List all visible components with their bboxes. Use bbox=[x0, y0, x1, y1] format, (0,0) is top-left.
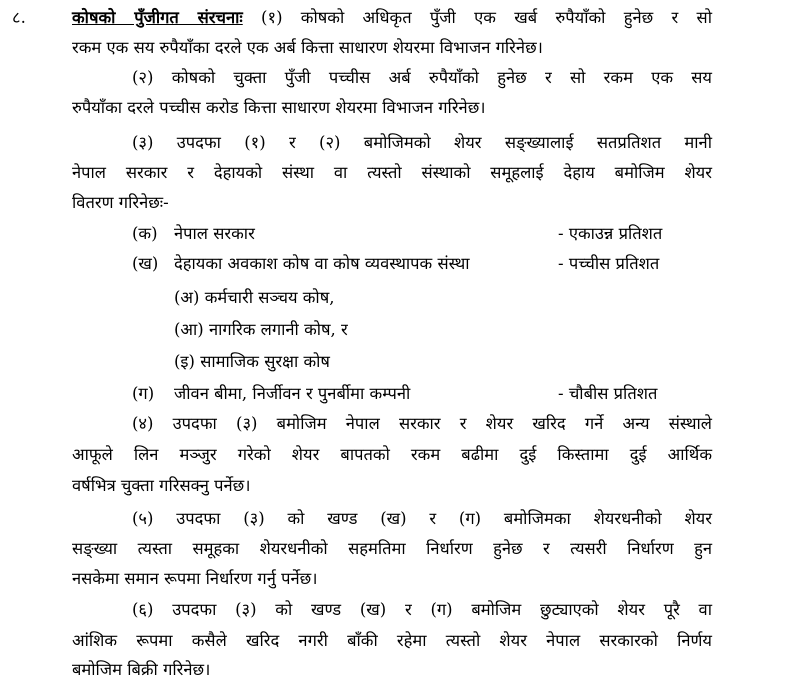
paragraph-6-line-1: (६) उपदफा (३) को खण्ड (ख) र (ग) बमोजिम छुट्याएको शेयर पूरै वा bbox=[132, 600, 712, 619]
paragraph-3-line-1: (३) उपदफा (१) र (२) बमोजिमको शेयर सङ्ख्यालाई सतप्रतिशत मानी bbox=[132, 133, 712, 152]
list-item-ga-label: जीवन बीमा, निर्जीवन र पुनर्बीमा कम्पनी bbox=[174, 384, 411, 403]
list-item-ka-share: - एकाउन्न प्रतिशत bbox=[558, 224, 663, 243]
paragraph-5-line-1: (५) उपदफा (३) को खण्ड (ख) र (ग) बमोजिमका शेयरधनीको शेयर bbox=[132, 509, 712, 528]
paragraph-3-line-2: नेपाल सरकार र देहायको संस्था वा त्यस्तो संस्थाको समूहलाई देहाय बमोजिम शेयर bbox=[72, 163, 712, 182]
sub-item-i: (इ) सामाजिक सुरक्षा कोष bbox=[174, 352, 330, 371]
paragraph-6-line-3: बमोजिम बिक्री गरिनेछ। bbox=[72, 660, 211, 679]
list-item-kha-label: देहायका अवकाश कोष वा कोष व्यवस्थापक संस्था bbox=[174, 254, 470, 273]
paragraph-1-line-1-text: (१) कोषको अधिकृत पुँजी एक खर्ब रुपैयाँको हुनेछ र सो bbox=[261, 8, 712, 27]
list-item-ka-marker: (क) bbox=[132, 224, 158, 243]
paragraph-5-line-2: सङ्ख्या त्यस्ता समूहका शेयरधनीको सहमतिमा निर्धारण हुनेछ र त्यसरी निर्धारण हुन bbox=[72, 539, 712, 558]
list-item-kha-marker: (ख) bbox=[132, 254, 159, 273]
paragraph-3-line-3: वितरण गरिनेछः- bbox=[72, 193, 169, 212]
paragraph-1-line-1 bbox=[72, 4, 712, 32]
list-item-ga-marker: (ग) bbox=[132, 384, 155, 403]
paragraph-4-line-2: आफूले लिन मञ्जुर गरेको शेयर बापतको रकम बढीमा दुई किस्तामा दुई आर्थिक bbox=[72, 445, 712, 464]
paragraph-2-line-1: (२) कोषको चुक्ता पुँजी पच्चीस अर्ब रुपैयाँको हुनेछ र सो रकम एक सय bbox=[132, 68, 712, 87]
paragraph-5-line-3: नसकेमा समान रूपमा निर्धारण गर्नु पर्नेछ। bbox=[72, 569, 318, 588]
paragraph-1-line-2: रकम एक सय रुपैयाँका दरले एक अर्ब कित्ता साधारण शेयरमा विभाजन गरिनेछ। bbox=[72, 38, 543, 57]
paragraph-6-line-2: आंशिक रूपमा कसैले खरिद नगरी बाँकी रहेमा त्यस्तो शेयर नेपाल सरकारको निर्णय bbox=[72, 631, 712, 650]
list-item-kha-share: - पच्चीस प्रतिशत bbox=[558, 254, 660, 273]
section-heading: कोषको पुँजीगत संरचनाः bbox=[72, 8, 243, 27]
list-item-ga-share: - चौबीस प्रतिशत bbox=[558, 384, 658, 403]
list-item-ka-label: नेपाल सरकार bbox=[174, 224, 255, 243]
paragraph-2-line-2: रुपैयाँका दरले पच्चीस करोड कित्ता साधारण शेयरमा विभाजन गरिनेछ। bbox=[72, 98, 486, 117]
sub-item-aa: (आ) नागरिक लगानी कोष, र bbox=[174, 320, 348, 339]
sub-item-a: (अ) कर्मचारी सञ्चय कोष, bbox=[174, 288, 335, 307]
paragraph-4-line-1: (४) उपदफा (३) बमोजिम नेपाल सरकार र शेयर खरिद गर्ने अन्य संस्थाले bbox=[132, 414, 712, 433]
section-number: ८. bbox=[12, 8, 26, 27]
paragraph-4-line-3: वर्षभित्र चुक्ता गरिसक्नु पर्नेछ। bbox=[72, 476, 251, 495]
